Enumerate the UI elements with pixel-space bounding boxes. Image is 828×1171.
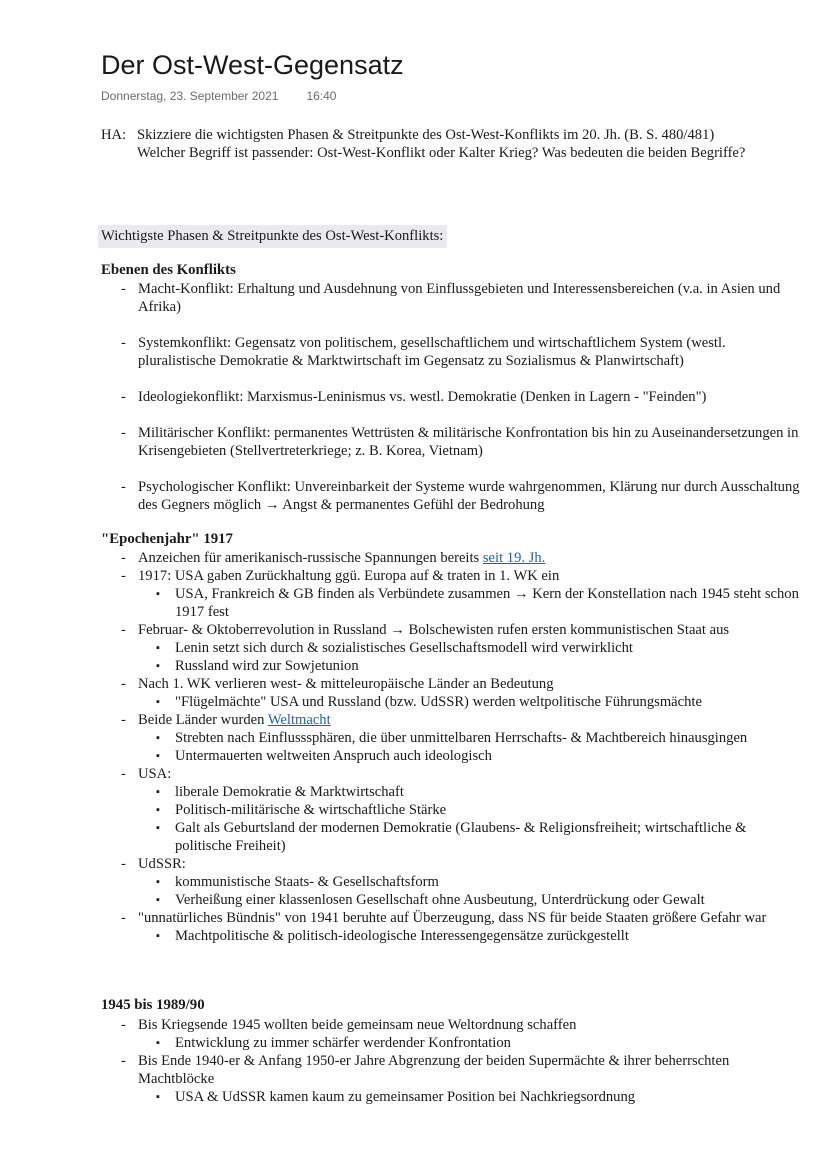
list-item: - Macht-Konflikt: Erhaltung und Ausdehnung von Einflussgebieten und Interessensbereichen (v.a. in Asien und Afrika) — [101, 280, 801, 316]
list-item-text: Bis Kriegsende 1945 wollten beide gemeinsam neue Weltordnung schaffen — [138, 1017, 577, 1033]
sub-list — [138, 1088, 801, 1106]
sub-list-item: ▪ Strebten nach Einflusssphären, die über unmittelbaren Herrschafts- & Machtbereich hinausgingen — [138, 729, 801, 747]
sub-list — [138, 693, 801, 711]
homework-line-2: Welcher Begriff ist passender: Ost-West-Konflikt oder Kalter Krieg? Was bedeuten die beiden Begriffe? — [137, 145, 746, 161]
list-item: - Ideologiekonflikt: Marxismus-Leninismus vs. westl. Demokratie (Denken in Lagern - "Feinden") — [101, 388, 801, 406]
sub-list — [138, 639, 801, 675]
homework-text — [137, 126, 797, 162]
highlighted-section-heading: Wichtigste Phasen & Streitpunkte des Ost-West-Konflikts: — [98, 225, 447, 248]
ebenen-list — [101, 280, 801, 532]
list-item: - Psychologischer Konflikt: Unvereinbarkeit der Systeme wurde wahrgenommen, Klärung nur durch Ausschaltung des Gegners möglich → Angst & permanentes Gefühl der Bedrohung — [101, 478, 801, 514]
list-item-text: 1917: USA gaben Zurückhaltung ggü. Europa auf & traten in 1. WK ein — [138, 568, 560, 584]
sub-list-item: ▪ Lenin setzt sich durch & sozialistisches Gesellschaftsmodell wird verwirklicht — [138, 639, 801, 657]
list-item-text: UdSSR: — [138, 856, 186, 872]
sub-list-item: ▪ Entwicklung zu immer schärfer werdender Konfrontation — [138, 1034, 801, 1052]
heading-epochenjahr: "Epochenjahr" 1917 — [101, 531, 233, 547]
sub-list-item: ▪ Untermauerten weltweiten Anspruch auch ideologisch — [138, 747, 801, 765]
list-item — [101, 711, 801, 765]
note-time: 16:40 — [306, 89, 337, 103]
list-item-text: Anzeichen für amerikanisch-russische Spannungen bereits — [138, 550, 483, 566]
list-item-text: Nach 1. WK verlieren west- & mitteleuropäische Länder an Bedeutung — [138, 676, 554, 692]
list-item — [101, 549, 801, 567]
sub-list — [138, 729, 801, 765]
homework-label: HA: — [101, 127, 127, 143]
list-item — [101, 621, 801, 675]
sub-list-item: ▪ Galt als Geburtsland der modernen Demokratie (Glaubens- & Religionsfreiheit; wirtschaftliche & politische Freiheit) — [138, 819, 801, 855]
list-item-text: Februar- & Oktoberrevolution in Russland → Bolschewisten rufen ersten kommunistischen Staat aus — [138, 622, 730, 638]
list-item — [101, 909, 801, 945]
list-item — [101, 675, 801, 711]
list-item — [101, 855, 801, 909]
list-item: - Systemkonflikt: Gegensatz von politischem, gesellschaftlichem und wirtschaftlichem System (westl. pluralistische Demokratie & Marktwirtschaft im Gegensatz zu Sozialismus & Planwirtschaft) — [101, 334, 801, 370]
period-list — [101, 1016, 801, 1106]
list-item — [101, 765, 801, 855]
sub-list-item: ▪ Machtpolitische & politisch-ideologische Interessengegensätze zurückgestellt — [138, 927, 801, 945]
link-seit-19-jh[interactable]: seit 19. Jh. — [482, 550, 546, 566]
page-title: Der Ost-West-Gegensatz — [101, 50, 404, 80]
sub-list-item: ▪ liberale Demokratie & Marktwirtschaft — [138, 783, 801, 801]
sub-list-item: ▪ "Flügelmächte" USA und Russland (bzw. UdSSR) werden weltpolitische Führungsmächte — [138, 693, 801, 711]
list-item — [101, 1052, 801, 1106]
epochenjahr-list — [101, 549, 801, 945]
sub-list-item: ▪ Verheißung einer klassenlosen Gesellschaft ohne Ausbeutung, Unterdrückung oder Gewalt — [138, 891, 801, 909]
sub-list-item: ▪ Politisch-militärische & wirtschaftliche Stärke — [138, 801, 801, 819]
heading-ebenen: Ebenen des Konflikts — [101, 262, 236, 278]
link-weltmacht[interactable]: Weltmacht — [267, 712, 331, 728]
list-item-text: USA: — [138, 766, 172, 782]
sub-list-item: ▪ USA & UdSSR kamen kaum zu gemeinsamer Position bei Nachkriegsordnung — [138, 1088, 801, 1106]
note-timestamp — [101, 89, 336, 103]
sub-list-item: ▪ kommunistische Staats- & Gesellschaftsform — [138, 873, 801, 891]
list-item — [101, 1016, 801, 1052]
homework-line-1: Skizziere die wichtigsten Phasen & Streitpunkte des Ost-West-Konflikts im 20. Jh. (B. S. 480/481) — [137, 127, 715, 143]
sub-list — [138, 783, 801, 855]
list-item-text: "unnatürliches Bündnis" von 1941 beruhte auf Überzeugung, dass NS für beide Staaten größere Gefahr war — [138, 910, 767, 926]
sub-list-item: ▪ Russland wird zur Sowjetunion — [138, 657, 801, 675]
note-date: Donnerstag, 23. September 2021 — [101, 89, 279, 103]
list-item-text: Beide Länder wurden — [138, 712, 268, 728]
list-item-text: Bis Ende 1940-er & Anfang 1950-er Jahre Abgrenzung der beiden Supermächte & ihrer beherrschten Machtblöcke — [138, 1053, 730, 1087]
sub-list — [138, 1034, 801, 1052]
sub-list — [138, 927, 801, 945]
sub-list — [138, 585, 801, 621]
sub-list — [138, 873, 801, 909]
list-item — [101, 567, 801, 621]
heading-1945-1989: 1945 bis 1989/90 — [101, 997, 205, 1013]
sub-list-item: ▪ USA, Frankreich & GB finden als Verbündete zusammen → Kern der Konstellation nach 1945 steht schon 1917 fest — [138, 585, 801, 621]
list-item: - Militärischer Konflikt: permanentes Wettrüsten & militärische Konfrontation bis hin zu Auseinandersetzungen in Krisengebieten (Stellvertreterkriege; z. B. Korea, Vietnam) — [101, 424, 801, 460]
